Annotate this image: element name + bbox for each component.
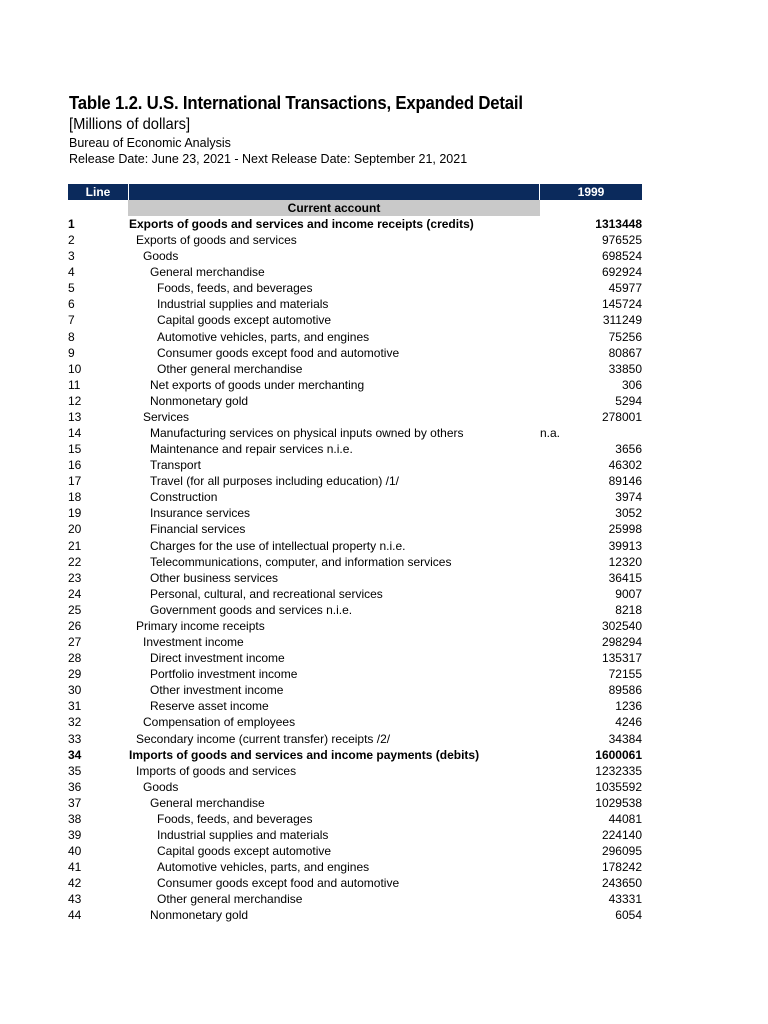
row-value: 9007 <box>615 586 642 601</box>
row-value: 46302 <box>608 458 642 473</box>
line-number: 21 <box>68 538 82 553</box>
table-row <box>68 473 642 489</box>
table-row <box>68 779 642 795</box>
row-label: Transport <box>150 458 201 473</box>
row-label: Automotive vehicles, parts, and engines <box>157 860 370 875</box>
row-label: Insurance services <box>150 506 251 521</box>
row-label: Other general merchandise <box>157 361 303 376</box>
line-number: 6 <box>68 297 75 312</box>
table-row <box>68 457 642 473</box>
row-label: Industrial supplies and materials <box>157 297 329 312</box>
table-row <box>68 731 642 747</box>
table-row <box>68 811 642 827</box>
row-value: 1313448 <box>595 217 642 231</box>
line-number: 15 <box>68 442 82 457</box>
section-label: Current account <box>128 200 540 216</box>
table-row <box>68 714 642 730</box>
line-number: 40 <box>68 844 82 859</box>
line-number: 1 <box>68 217 75 231</box>
row-value: 698524 <box>601 249 642 264</box>
column-header-line: Line <box>68 184 129 200</box>
table-row <box>68 747 642 763</box>
line-number: 18 <box>68 490 82 505</box>
row-label: Charges for the use of intellectual property n.i.e. <box>150 538 406 553</box>
line-number: 12 <box>68 393 82 408</box>
row-value: 39913 <box>608 538 642 553</box>
table-row <box>68 393 642 409</box>
line-number: 28 <box>68 651 82 666</box>
line-number: 37 <box>68 795 82 810</box>
table-row <box>68 329 642 345</box>
row-label: Primary income receipts <box>136 618 265 633</box>
row-label: Automotive vehicles, parts, and engines <box>157 329 370 344</box>
row-value: 3974 <box>615 490 642 505</box>
line-number: 2 <box>68 233 75 248</box>
line-number: 30 <box>68 683 82 698</box>
line-number: 26 <box>68 618 82 633</box>
line-number: 22 <box>68 554 82 569</box>
line-number: 38 <box>68 811 82 826</box>
table-row <box>68 361 642 377</box>
line-number: 4 <box>68 265 75 280</box>
table-row <box>68 264 642 280</box>
units-label: [Millions of dollars] <box>69 116 191 133</box>
table-row <box>68 312 642 328</box>
line-number: 8 <box>68 329 75 344</box>
row-label: Compensation of employees <box>143 715 296 730</box>
table-row <box>68 682 642 698</box>
line-number: 16 <box>68 458 82 473</box>
row-value: n.a. <box>540 426 561 441</box>
table-header <box>68 184 642 200</box>
table-row <box>68 586 642 602</box>
table-body <box>68 216 642 923</box>
row-value: 5294 <box>615 393 642 408</box>
row-value: 3052 <box>615 506 642 521</box>
row-label: Secondary income (current transfer) receipts /2/ <box>136 731 391 746</box>
row-value: 1035592 <box>595 779 642 794</box>
row-value: 1236 <box>615 699 642 714</box>
table-row <box>68 232 642 248</box>
row-value: 135317 <box>601 651 642 666</box>
line-number: 42 <box>68 876 82 891</box>
table-row <box>68 875 642 891</box>
line-number: 41 <box>68 860 82 875</box>
row-label: Consumer goods except food and automotive <box>157 876 400 891</box>
row-label: Imports of goods and services and income payments (debits) <box>129 747 480 762</box>
line-number: 23 <box>68 570 82 585</box>
source-label: Bureau of Economic Analysis <box>69 136 231 150</box>
line-number: 35 <box>68 763 82 778</box>
row-value: 72155 <box>608 667 642 682</box>
row-label: Foods, feeds, and beverages <box>157 811 313 826</box>
row-value: 75256 <box>608 329 642 344</box>
table-row <box>68 554 642 570</box>
row-label: Consumer goods except food and automotive <box>157 345 400 360</box>
table-row <box>68 634 642 650</box>
row-value: 298294 <box>601 635 642 650</box>
table-row <box>68 441 642 457</box>
row-label: General merchandise <box>150 795 265 810</box>
row-label: Government goods and services n.i.e. <box>150 602 353 617</box>
row-label: Maintenance and repair services n.i.e. <box>150 442 353 457</box>
line-number: 36 <box>68 779 82 794</box>
column-header-description <box>129 184 540 200</box>
row-value: 1600061 <box>595 747 642 762</box>
row-value: 45977 <box>608 281 642 296</box>
row-value: 43331 <box>608 892 642 907</box>
row-label: Other general merchandise <box>157 892 303 907</box>
row-value: 178242 <box>601 860 642 875</box>
row-label: Goods <box>143 249 179 264</box>
line-number: 17 <box>68 474 82 489</box>
table-row <box>68 538 642 554</box>
row-value: 89586 <box>608 683 642 698</box>
row-label: Capital goods except automotive <box>157 844 332 859</box>
table-row <box>68 425 642 441</box>
row-label: Construction <box>150 490 218 505</box>
row-value: 692924 <box>601 265 642 280</box>
row-value: 36415 <box>608 570 642 585</box>
line-number: 39 <box>68 827 82 842</box>
line-number: 10 <box>68 361 82 376</box>
line-number: 27 <box>68 635 82 650</box>
line-number: 31 <box>68 699 82 714</box>
row-value: 311249 <box>602 313 642 328</box>
row-value: 306 <box>621 377 642 392</box>
line-number: 33 <box>68 731 82 746</box>
row-label: Telecommunications, computer, and information services <box>150 554 452 569</box>
row-label: Reserve asset income <box>150 699 269 714</box>
row-value: 224140 <box>601 827 642 842</box>
row-label: Other business services <box>150 570 279 585</box>
table-row <box>68 891 642 907</box>
row-label: Manufacturing services on physical inputs owned by others <box>150 426 464 441</box>
line-number: 44 <box>68 908 82 923</box>
table-row <box>68 698 642 714</box>
row-label: Personal, cultural, and recreational services <box>150 586 383 601</box>
table-row <box>68 216 642 232</box>
line-number: 29 <box>68 667 82 682</box>
line-number: 13 <box>68 409 82 424</box>
table-row <box>68 859 642 875</box>
line-number: 24 <box>68 586 82 601</box>
row-label: Direct investment income <box>150 651 285 666</box>
line-number: 7 <box>68 313 75 328</box>
row-label: Portfolio investment income <box>150 667 298 682</box>
row-label: Capital goods except automotive <box>157 313 332 328</box>
row-value: 44081 <box>608 811 642 826</box>
transactions-table <box>68 184 642 923</box>
row-label: Imports of goods and services <box>136 763 297 778</box>
table-row <box>68 827 642 843</box>
line-number: 9 <box>68 345 75 360</box>
table-row <box>68 763 642 779</box>
table-row <box>68 602 642 618</box>
row-value: 302540 <box>601 618 642 633</box>
row-label: Industrial supplies and materials <box>157 827 329 842</box>
line-number: 25 <box>68 602 82 617</box>
row-value: 25998 <box>608 522 642 537</box>
row-label: Net exports of goods under merchanting <box>150 377 365 392</box>
line-number: 32 <box>68 715 82 730</box>
line-number: 14 <box>68 426 82 441</box>
table-row <box>68 650 642 666</box>
row-label: Other investment income <box>150 683 284 698</box>
table-row <box>68 377 642 393</box>
row-value: 12320 <box>608 554 642 569</box>
row-value: 4246 <box>615 715 642 730</box>
section-header <box>68 200 642 216</box>
row-value: 145724 <box>601 297 642 312</box>
row-value: 80867 <box>608 345 642 360</box>
row-value: 8218 <box>615 602 642 617</box>
row-label: Travel (for all purposes including education) /1/ <box>150 474 400 489</box>
table-row <box>68 489 642 505</box>
line-number: 20 <box>68 522 82 537</box>
line-number: 5 <box>68 281 75 296</box>
row-value: 1232335 <box>595 763 642 778</box>
row-label: Foods, feeds, and beverages <box>157 281 313 296</box>
column-header-year: 1999 <box>577 185 605 199</box>
row-label: Nonmonetary gold <box>150 908 249 923</box>
line-number: 3 <box>68 249 75 264</box>
table-title: Table 1.2. U.S. International Transactions, Expanded Detail <box>69 93 523 113</box>
row-label: General merchandise <box>150 265 265 280</box>
table-row <box>68 521 642 537</box>
row-value: 243650 <box>601 876 642 891</box>
table-row <box>68 843 642 859</box>
table-row <box>68 296 642 312</box>
table-row <box>68 248 642 264</box>
row-label: Exports of goods and services <box>136 233 297 248</box>
line-number: 19 <box>68 506 82 521</box>
row-label: Exports of goods and services and income receipts (credits) <box>129 217 474 231</box>
row-label: Nonmonetary gold <box>150 393 249 408</box>
row-label: Financial services <box>150 522 246 537</box>
line-number: 43 <box>68 892 82 907</box>
table-row <box>68 280 642 296</box>
row-value: 1029538 <box>595 795 642 810</box>
release-dates: Release Date: June 23, 2021 - Next Release Date: September 21, 2021 <box>69 152 468 166</box>
row-value: 34384 <box>608 731 642 746</box>
table-row <box>68 570 642 586</box>
table-row <box>68 345 642 361</box>
table-row <box>68 795 642 811</box>
row-value: 6054 <box>615 908 642 923</box>
row-value: 33850 <box>608 361 642 376</box>
table-row <box>68 505 642 521</box>
row-value: 278001 <box>601 409 642 424</box>
table-row <box>68 618 642 634</box>
row-label: Services <box>143 409 190 424</box>
table-row <box>68 666 642 682</box>
row-value: 296095 <box>601 844 642 859</box>
line-number: 34 <box>68 747 82 762</box>
row-label: Goods <box>143 779 179 794</box>
line-number: 11 <box>68 377 81 392</box>
table-row <box>68 907 642 923</box>
row-value: 3656 <box>615 442 642 457</box>
row-value: 976525 <box>601 233 642 248</box>
row-value: 89146 <box>608 474 642 489</box>
row-label: Investment income <box>143 635 244 650</box>
table-row <box>68 409 642 425</box>
